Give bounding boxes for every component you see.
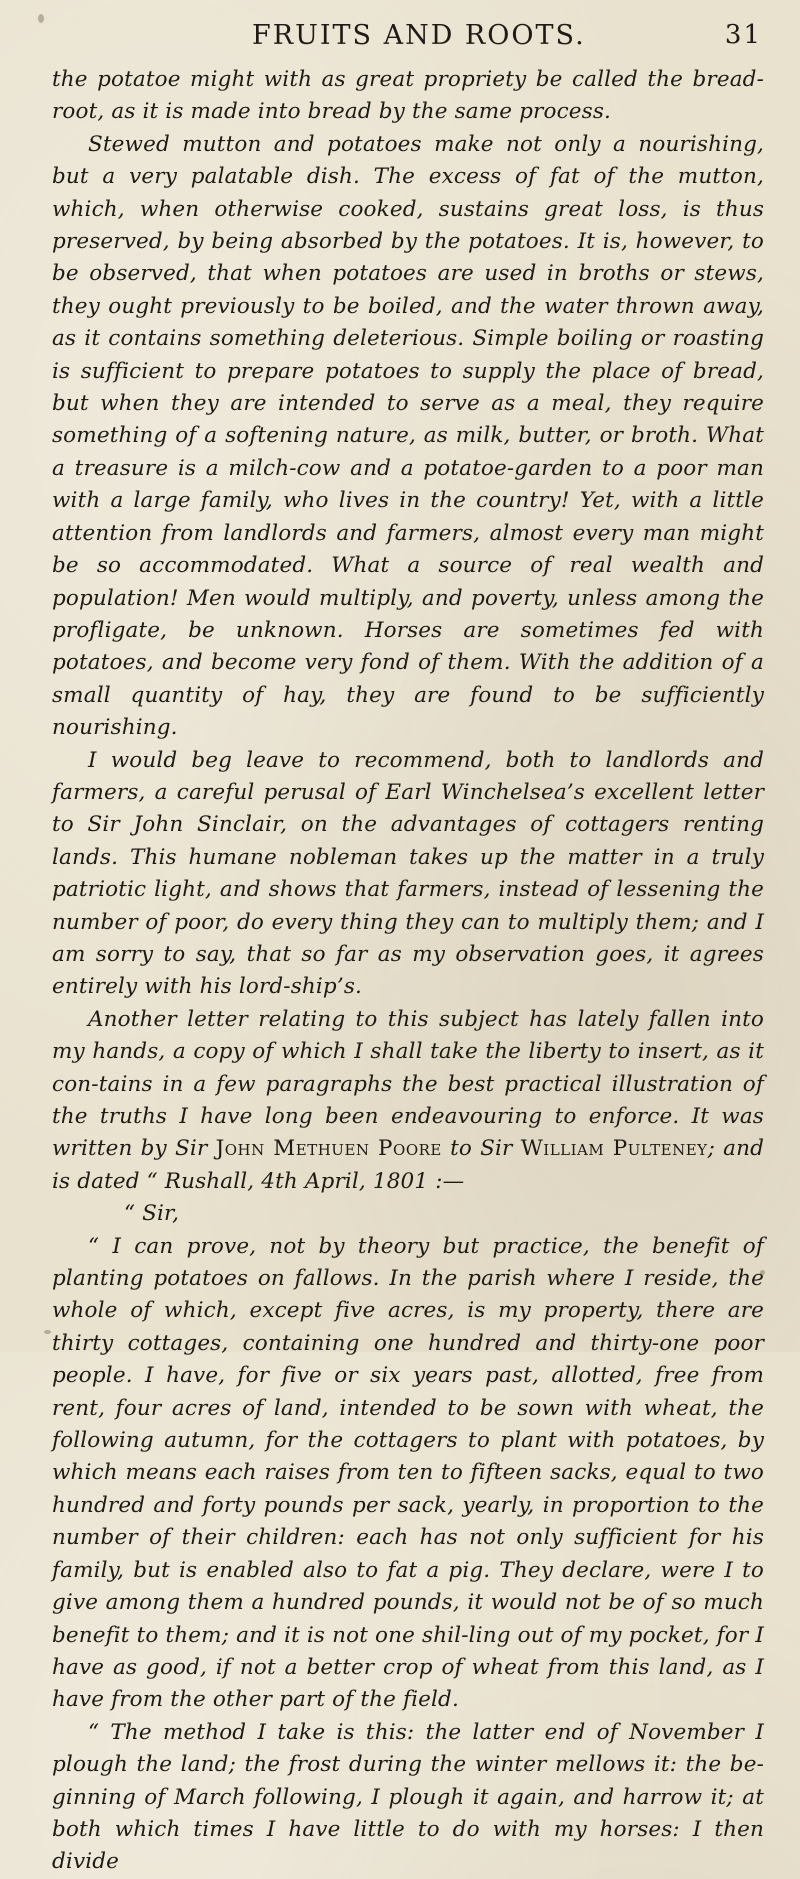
- paragraph-letter-body: “ I can prove, not by theory but practice, the benefit of planting potatoes on fallows. In the parish where I reside, the whole of which, except five acres, is my property, there are thirty cottages, containing one hundred and thirty-one poor people. I have, for five or six years past, allotted, free from rent, four acres of land, intended to be sown with wheat, the following autumn, for the cottagers to plant with potatoes, by which means each raises from ten to fifteen sacks, equal to two hundred and forty pounds per sack, yearly, in proportion to the number of their children: each has not only sufficient for his family, but is enabled also to fat a pig. They declare, were I to give among them a hundred pounds, it would not be of so much benefit to them; and it is not one shil-ling out of my pocket, for I have as good, if not a better crop of wheat from this land, as I have from the other part of the field.: [52, 1233, 764, 1713]
- paragraph-stewed-mutton: Stewed mutton and potatoes make not only a nourishing, but a very palatable dish. The excess of fat of the mutton, which, when otherwise cooked, sustains great loss, is thus preserved, by being absorbed by the potatoes. It is, however, to be observed, that when potatoes are used in broths or stews, they ought previously to be boiled, and the water thrown away, as it contains something deleterious. Simple boiling or roasting is sufficient to prepare potatoes to supply the place of bread, but when they are intended to serve as a meal, they require something of a softening nature, as milk, butter, or broth. What a treasure is a milch-cow and a potatoe-garden to a poor man with a large family, who lives in the country! Yet, with a little attention from landlords and farmers, almost every man might be so accommodated. What a source of real wealth and population! Men would multiply, and poverty, unless among the profligate, be unknown. Horses are sometimes fed with potatoes, and become very fond of them. With the addition of a small quantity of hay, they are found to be sufficiently nourishing.: [52, 131, 764, 741]
- paragraph-another-letter: [52, 1004, 764, 1198]
- running-title: FRUITS AND ROOTS.: [252, 20, 586, 51]
- paper-speck: [44, 1330, 51, 1334]
- letter-date-line: ; and is dated “ Rushall, 4th April, 1801 :—: [52, 1136, 765, 1194]
- paragraph-earl-winchelsea: I would beg leave to recommend, both to landlords and farmers, a careful perusal of Earl Winchelsea’s excellent letter to Sir John Sinclair, on the advantages of cottagers renting lands. This humane nobleman takes up the matter in a truly patriotic light, and shows that farmers, instead of lessening the number of poor, do every thing they can to multiply them; and I am sorry to say, that so far as my observation goes, it agrees entirely with his lord-ship’s.: [52, 747, 764, 1000]
- paragraph-continuation: the potatoe might with as great propriety be called the bread-root, as it is made into bread by the same process.: [52, 67, 764, 125]
- letter-intro-text: Another letter relating to this subject has lately fallen into my hands, a copy of which I shall take the liberty to insert, as it con-tains in a few paragraphs the best practical illustration of the truths I have long been endeavouring to enforce. It was written by Sir: [52, 1006, 764, 1162]
- letter-salutation: “ Sir,: [124, 1201, 180, 1227]
- running-head: [52, 16, 764, 56]
- paragraph-method: “ The method I take is this: the latter end of November I plough the land; the frost during the winter mellows it: the be-ginning of March following, I plough it again, and harrow it; at both which times I have little to do with my horses: I then divide: [52, 1719, 764, 1875]
- paper-speck: [38, 14, 44, 23]
- recipient-name: William Pulteney: [520, 1136, 708, 1162]
- author-name: John Methuen Poore: [215, 1136, 442, 1162]
- paper-speck: [760, 1270, 765, 1275]
- body-text: [52, 64, 764, 1879]
- letter-intro-mid: to Sir: [450, 1136, 513, 1162]
- book-page: [52, 16, 764, 1879]
- page-number: 31: [724, 20, 762, 50]
